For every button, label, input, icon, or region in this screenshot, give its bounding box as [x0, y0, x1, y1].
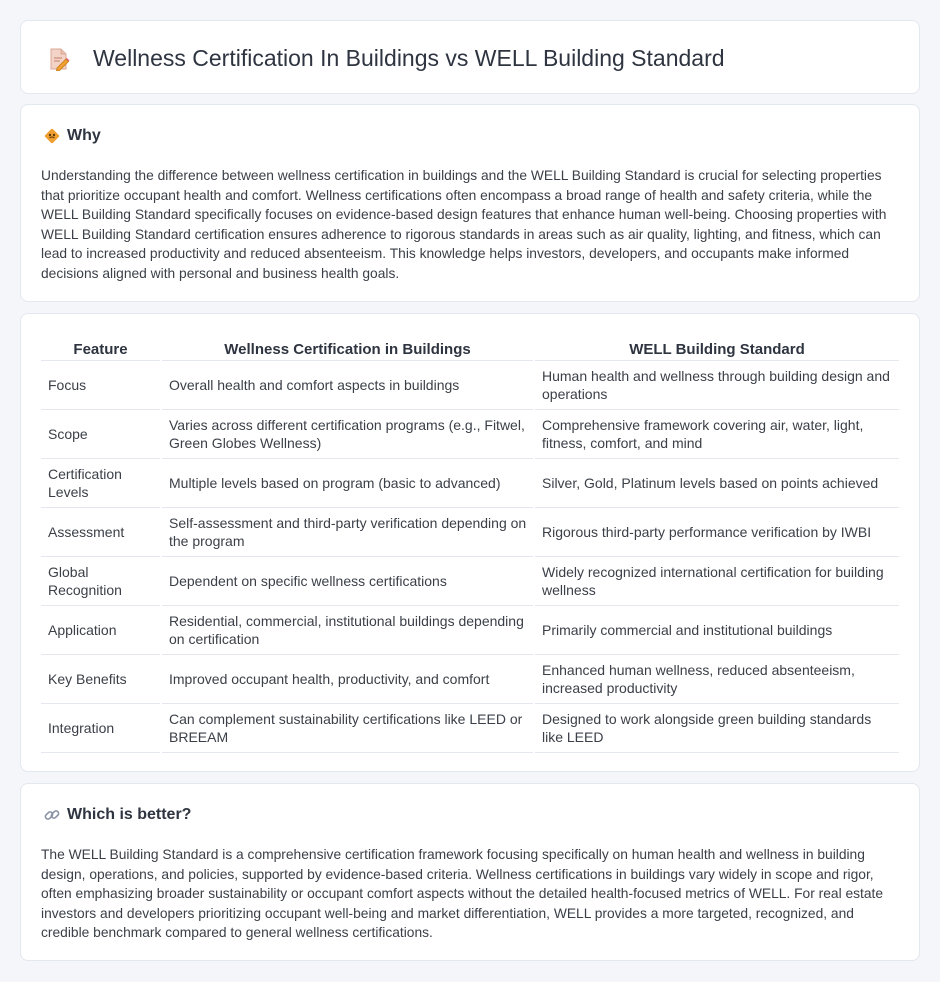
feature-cell: Application: [41, 605, 161, 654]
well-cell: Comprehensive framework covering air, water, light, fitness, comfort, and mind: [534, 409, 899, 458]
header-card: [20, 20, 920, 94]
well-cell: Widely recognized international certification for building wellness: [534, 556, 899, 605]
table-row: [41, 654, 899, 703]
diamond-sign-icon: [43, 127, 61, 145]
wellness-cell: Improved occupant health, productivity, and comfort: [161, 654, 534, 703]
better-text: The WELL Building Standard is a comprehensive certification framework focusing specifically on human health and wellness in building design, operations, and policies, supported by evidence-based criteria. Wellness certifications in buildings vary widely in scope and rigor, often emphasizing broader sustainability or occupant comfort aspects without the detailed health-focused metrics of WELL. For real estate investors and developers prioritizing occupant well-being and market differentiation, WELL provides a more targeted, recognized, and credible benchmark compared to general wellness certifications.: [41, 847, 884, 940]
well-cell: Human health and wellness through building design and operations: [534, 360, 899, 409]
feature-cell: Focus: [41, 360, 161, 409]
comparison-section: [20, 313, 920, 772]
feature-cell: Global Recognition: [41, 556, 161, 605]
well-cell: Primarily commercial and institutional buildings: [534, 605, 899, 654]
which-is-better-section: [20, 783, 920, 961]
well-cell: Silver, Gold, Platinum levels based on points achieved: [534, 458, 899, 507]
table-row: [41, 556, 899, 605]
feature-cell: Key Benefits: [41, 654, 161, 703]
table-row: [41, 507, 899, 556]
well-cell: Rigorous third-party performance verification by IWBI: [534, 507, 899, 556]
why-section: [20, 104, 920, 302]
document-edit-icon: [48, 47, 70, 71]
column-header-well: WELL Building Standard: [534, 336, 899, 360]
table-row: [41, 360, 899, 409]
wellness-cell: Varies across different certification programs (e.g., Fitwel, Green Globes Wellness): [161, 409, 534, 458]
table-row: [41, 409, 899, 458]
wellness-cell: Overall health and comfort aspects in buildings: [161, 360, 534, 409]
better-heading: [43, 806, 191, 824]
column-header-feature: Feature: [41, 336, 161, 360]
feature-cell: Integration: [41, 703, 161, 752]
why-title: Why: [67, 127, 101, 144]
table-row: [41, 458, 899, 507]
page-title: Wellness Certification In Buildings vs WELL Building Standard: [93, 45, 725, 71]
why-heading: [43, 127, 101, 145]
wellness-cell: Can complement sustainability certifications like LEED or BREEAM: [161, 703, 534, 752]
table-header-row: [41, 336, 899, 360]
feature-cell: Certification Levels: [41, 458, 161, 507]
why-text: Understanding the difference between wellness certification in buildings and the WELL Building Standard is crucial for selecting properties that prioritize occupant health and comfort. Wellness certifications often encompass a broad range of health and safety criteria, while the WELL Building Standard specifically focuses on evidence-based design features that enhance human well-being. Choosing properties with WELL Building Standard certification ensures adherence to rigorous standards in areas such as air quality, lighting, and fitness, which can lead to increased productivity and reduced absenteeism. This knowledge helps investors, developers, and occupants make informed decisions aligned with personal and business health goals.: [41, 168, 887, 281]
feature-cell: Assessment: [41, 507, 161, 556]
table-row: [41, 703, 899, 752]
well-cell: Enhanced human wellness, reduced absenteeism, increased productivity: [534, 654, 899, 703]
wellness-cell: Self-assessment and third-party verification depending on the program: [161, 507, 534, 556]
column-header-wellness: Wellness Certification in Buildings: [161, 336, 534, 360]
wellness-cell: Multiple levels based on program (basic to advanced): [161, 458, 534, 507]
wellness-cell: Dependent on specific wellness certifications: [161, 556, 534, 605]
well-cell: Designed to work alongside green building standards like LEED: [534, 703, 899, 752]
feature-cell: Scope: [41, 409, 161, 458]
table-row: [41, 605, 899, 654]
comparison-table: [41, 336, 899, 753]
better-title: Which is better?: [67, 806, 192, 823]
link-icon: [43, 806, 61, 824]
wellness-cell: Residential, commercial, institutional buildings depending on certification: [161, 605, 534, 654]
